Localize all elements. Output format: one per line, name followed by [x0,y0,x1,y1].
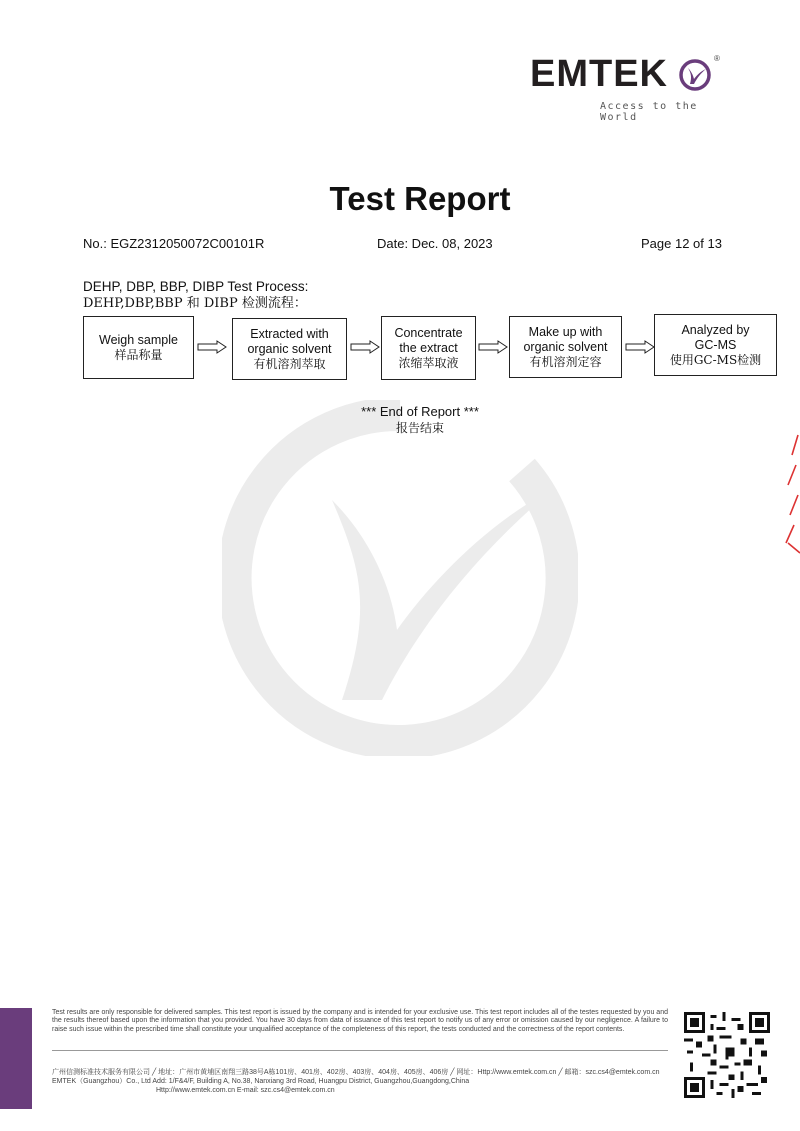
flow-step-en-2: organic solvent [523,339,608,354]
flow-step-en: Make up with [528,324,603,339]
flow-step-en: Extracted with [250,326,329,341]
end-of-report [330,404,510,436]
report-date: Date: Dec. 08, 2023 [377,236,493,251]
flow-step-cn: 有机溶剂萃取 [253,356,326,371]
flow-step-5 [654,314,777,376]
brand-name: EMTEK [530,53,668,95]
flow-step-en: Weigh sample [99,332,178,347]
seal-icon [778,425,800,555]
company-seal-fragment [778,425,800,555]
flow-step-en-2: organic solvent [247,341,332,356]
flow-step-4 [509,316,622,378]
flow-step-1 [83,316,194,379]
flow-step-en: Concentrate [394,325,463,340]
flow-step-cn: 样品称量 [114,347,163,362]
flow-step-cn: 有机溶剂定容 [529,354,602,369]
footer-disclaimer: Test results are only responsible for delivered samples. This test report is issued by the company and is intended for your exclusive use. This test report includes all of the testes requested by you and the results thereof based upon the information that you provided. You have 30 days from data of issuance of this test report to notify us of any error or omission caused by our negligence. A failure to raise such issue within the prescribed time shall constitute your unqualified acceptance of the completeness of this report, the tests conducted and the correctness of the report contents. [52,1009,668,1033]
flow-step-cn: 使用GC-MS检测 [669,352,762,367]
flow-step-3 [381,316,476,380]
arrow-right-icon [478,340,508,354]
arrow-right-icon [197,340,227,354]
registered-mark: ® [714,54,720,63]
report-number: No.: EGZ2312050072C00101R [83,236,265,251]
brand-tagline: Access to the World [600,101,698,123]
qr-code-icon [684,1012,770,1098]
footer-address-en: EMTEK（Guangzhou）Co., Ltd Add: 1/F&4/F, Building A, No.38, Nanxiang 3rd Road, Huangpu District, Guangzhou,Guangdong,China [52,1078,470,1085]
flow-step-en: Analyzed by [681,322,750,337]
page-number: Page 12 of 13 [641,236,722,251]
footer-accent-bar [0,1008,32,1109]
footer-contact: Http://www.emtek.com.cn E-mail: szc.cs4@emtek.com.cn [156,1087,335,1094]
footer-address-cn: 广州信测标准技术服务有限公司 ╱ 地址：广州市黄埔区南翔三路38号A栋101房、401房、402房、403房、404房、405房、406房 ╱ 网址：Http://www.emtek.com.cn ╱ 邮箱：szc.cs4@emtek.com.cn [52,1069,660,1076]
flow-step-cn: 浓缩萃取液 [398,355,459,370]
end-of-report-en: *** End of Report *** [361,404,479,419]
watermark-logo [222,400,578,756]
flow-step-2 [232,318,347,380]
arrow-right-icon [350,340,380,354]
arrow-right-icon [625,340,655,354]
flow-step-en-2: GC-MS [694,337,737,352]
brand-check-icon [678,58,712,92]
process-heading-cn: DEHP,DBP,BBP 和 DIBP 检测流程： [83,296,307,311]
page-title: Test Report [329,180,511,217]
emtek-logo [530,52,730,123]
flow-step-en-2: the extract [399,340,458,355]
process-heading-en: DEHP, DBP, BBP, DIBP Test Process: [83,279,309,294]
end-of-report-cn: 报告结束 [395,421,444,435]
footer-divider [52,1050,668,1051]
process-heading [83,278,308,312]
